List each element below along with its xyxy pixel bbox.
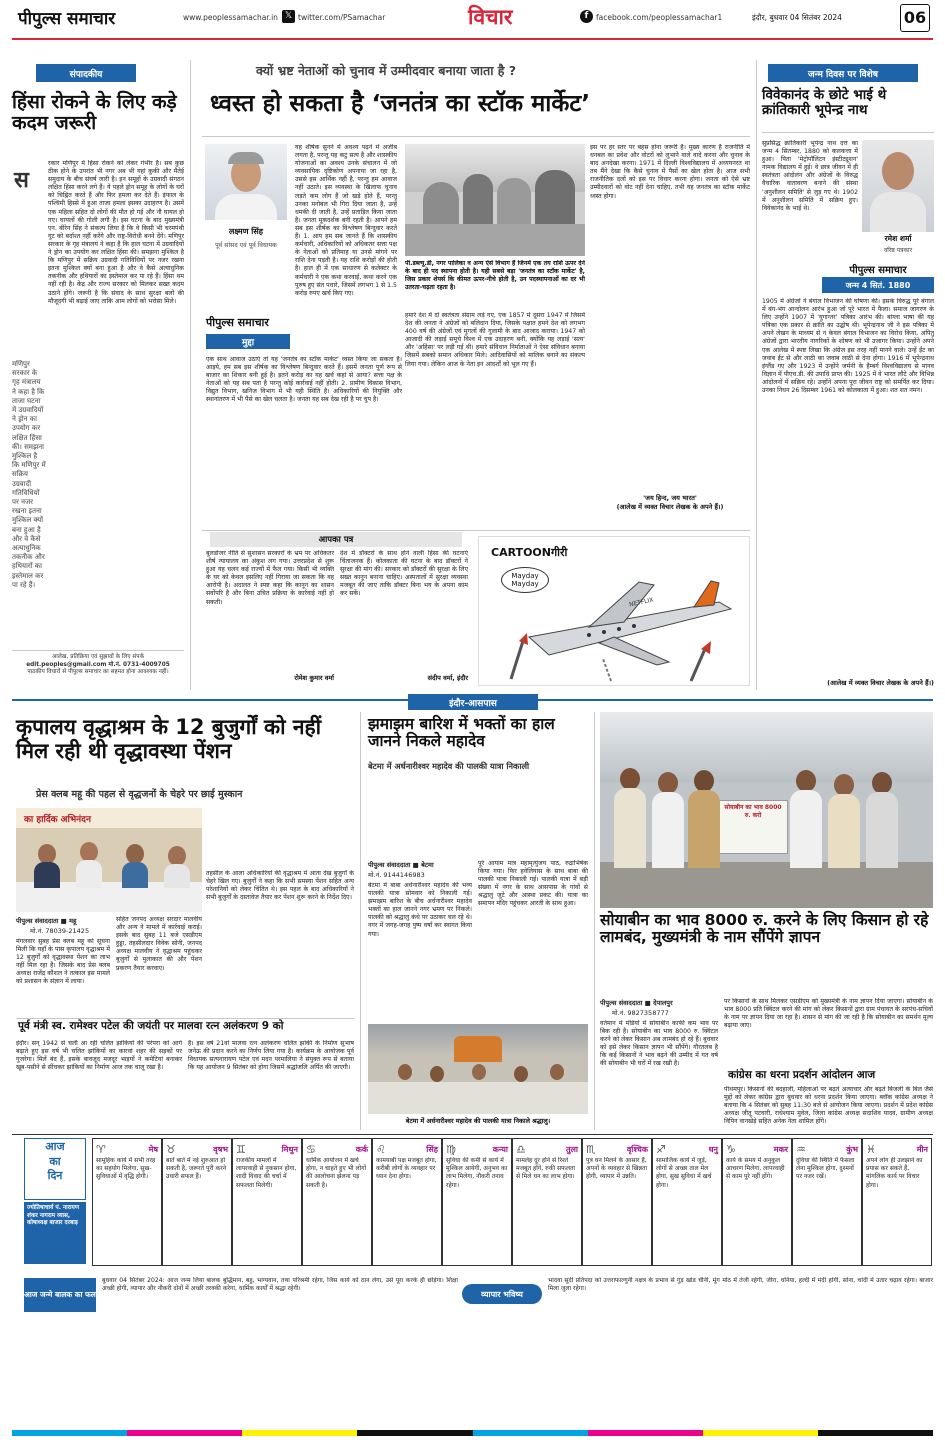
rashi-text: सुविधा की कमी से कार्य में मुश्किल आयेगी, अनुभव का लाभ मिलेगा, नौकरी तनाव रहेगा। — [446, 1157, 508, 1189]
mahadev-headline: झमाझम बारिश में भक्तों का हाल जानने निकले महादेव — [368, 715, 555, 751]
rashi-box — [512, 1138, 582, 1266]
mahadev-deck: बेटमा में अर्धनारीश्वर महादेव की पालकी यात्रा निकाली — [368, 761, 530, 771]
rashi-box — [92, 1138, 162, 1266]
soybean-headline: सोयाबीन का भाव 8000 रु. करने के लिए किसान हो रहे लामबंद, मुख्यमंत्री के नाम सौंपेंगे ज्ञापन — [600, 911, 929, 947]
birthday-stamp: पीपुल्स समाचार जन्म 4 सितं. 1880 — [822, 262, 934, 296]
letters-sig2: संदीप वर्मा, इंदौर — [427, 674, 468, 682]
rashi-text: कार्य के समय में अनुकूल आचरण मिलेगा, लापरवाही से काम पूरे नहीं होंगे। — [726, 1157, 785, 1181]
masthead — [0, 0, 945, 40]
rashi-name: तुला — [565, 1145, 578, 1154]
patel-headline: पूर्व मंत्री स्व. रामेश्वर पटेल की जयंती पर मालवा रत्न अलंकरण 9 को — [18, 1020, 284, 1032]
rashi-box — [442, 1138, 512, 1266]
speech-bubble: Mayday Mayday — [501, 567, 549, 593]
main-kicker: क्यों भ्रष्ट नेताओं को चुनाव में उम्मीदवार बनाया जाता है ? — [256, 63, 517, 78]
horoscope-title-box: आज का दिन — [24, 1138, 86, 1200]
birthday-body: 1905 में अंग्रेजों ने बंगाल विभाजन की घोषणा की। इसके विरुद्ध पूरे बंगाल में बंग-भंग आन्दोलन आरंभ हुआ जो पूरे भारत में फैला। समाज जागरण के लिए उन्होंने 1907 में 'युगान्तर' पत्रिका आरंभ की। बांग्ला भाषा की यह पत्रिका एक प्रकार से क्रांति का उद्घोष थी। भूपेन्द्रनाथ जी ने इस पत्रिका में अपने लेखन के माध्यम से न केवल बंगाल विभाजन का विरोध किया, अपितु अंग्रेजों द्वारा भारतीय नागरिकों के शोषण को भी उजागर किया। उन्होंने अपने एक आलेख में स्पष्ट लिखा कि अंग्रेज इस तरह नहीं मानने वाले। उन्हें ईंट का जवाब ईंट से और लाठी का जवाब लाठी से देना होगा। 1916 में भूपेन्द्रनाथ इंग्लैंड गए और 1923 में उन्होंने जर्मनी के हैम्बर्ग विश्वविद्यालय से मानव विज्ञान में पीएच.डी. की उपाधि प्राप्त की। 1925 में वे भारत लौटे और विभिन्न आंदोलनों में सक्रिय रहे। उन्होंने अपना पूरा जीवन राष्ट्र को समर्पित कर दिया। उनका निधन 26 दिसम्बर 1961 को कोलकाता में हुआ। शत शत नमन। — [762, 298, 934, 395]
rashi-box — [302, 1138, 372, 1266]
x-icon: 𝕏 — [282, 10, 295, 23]
editorial-footer: आलेख, प्रतिक्रिया एवं सुझावों के लिए संपर्क edit.peoples@gmail.com मो.नं. 0731-4009705 पाठकीय विचारों से पीपुल्स समाचार का सहमत होना आवश्यक नहीं। — [26, 654, 170, 676]
rashi-text: कामयाबी पक्ष मजबूत होगा, करीबी लोगों के व्यवहार पर ध्यान देना होगा। — [376, 1157, 437, 1181]
color-bar — [12, 1430, 933, 1436]
birthday-author-name: रमेश शर्मा — [884, 234, 912, 243]
born-text: बुधवार 04 सितंबर 2024: आज जन्म लिया बालक बुद्धिमान, बहु, भाग्यवान, तथा परिश्रमी रहेगा, जिस कार्य को ठान लेगा, उसे पूरा करके ही छोड़ेगा। शिक्षा अच्छी होगी, व्यापार और नौकरी दोनों में अच्छी तरक्की करेगा, धार्मिक कार्यों में श्रद्धा रहेगी। — [102, 1277, 458, 1292]
dateline: इंदौर, बुधवार 04 सितंबर 2024 — [752, 13, 842, 22]
editorial-headline: हिंसा रोकने के लिए कड़े कदम जरूरी — [12, 91, 177, 135]
author-name: लक्ष्मण सिंह — [228, 227, 264, 236]
zodiac-icon: ♋ — [306, 1143, 316, 1156]
tag-logo: पीपुल्स समाचार — [206, 316, 269, 329]
rashi-box — [652, 1138, 722, 1266]
soybean-col2: पर किसानों के साथ मिलकर एसडीएम को मुख्यमंत्री के नाम ज्ञापन दिया जाएगा। सोयाबीन के भाव 8000 प्रति क्विंटल करने की मांग को लेकर किसानों द्वारा ग्राम पंचायत के सरपंच-सचिवों के नाम पर ज्ञापन दिया जा रहा है। शासन से मांग की जा रही है कि सोयाबीन का समर्थन मूल्य बढ़ाया जाए। — [724, 998, 933, 1030]
birthday-intro: सुप्रसिद्ध क्रांतिकारी भूपेन्द्र नाथ दत्त का जन्म 4 सितम्बर, 1880 को कलकत्ता में हुआ। पिता 'मेट्रोपॉलिटन इंस्टीट्यूशन' नामक विद्यालय में हुई। वे छात्र जीवन में ही स्वतंत्रता आंदोलन और अंग्रेजों के विरुद्ध वैचारिक वातावरण बनाने की संस्था 'अनुशीलन समिति' से जुड़ गए थे। 1902 में अनुशीलन समिति में सक्रिय हुए। विवेकानंद के भाई थे। — [762, 140, 858, 212]
main-headline: ध्वस्त हो सकता है ‘जनतंत्र का स्टॉक मार्केट’ — [210, 89, 591, 117]
rashi-text: मामलेह दूर होने से रिश्ते मजबूत होंगे, रुकी सफलता से मिले धन का लाभ होगा। — [516, 1157, 576, 1181]
trade-text: भादवा सुदी प्रतिपदा को उत्तराफाल्गुनी नक्षत्र के प्रभाव से गुड़ खांड चीनी, मूंग मोठ में तेजी रहेगी, जीरा, धनिया, हल्दी में मंदी होगी, सोना, चांदी में उतार चढ़ाव रहेगा। बाजार मिला जुला रहेगा। — [548, 1277, 933, 1292]
zodiac-icon: ♌ — [376, 1143, 386, 1156]
rashi-box — [582, 1138, 652, 1266]
cartoon-title: CARTOONगीरी — [491, 546, 568, 559]
mahadev-byline: पीपुल्स संवाददाता ■ बेटमा — [368, 861, 434, 869]
rashi-name: कर्क — [355, 1145, 368, 1154]
pension-col3: तहसील के आला अधिकारियों की वृद्धाश्रम में आता देख बुजुर्गों के चेहरे खिल गए। बुजुर्गों ने कहा कि सभी समस्या पेंशन सहित अन्य परेशानियों को लेकर चिंतित थे। इस पहल के बाद अधिकारियों ने सभी बुजुर्गों के दस्तावेज तैयार कर पेंशन शुरू करने के निर्देश दिए। — [206, 870, 354, 902]
cartoon — [478, 536, 750, 686]
main-photo — [405, 144, 585, 256]
plane-label: NETFLIX — [628, 596, 655, 609]
birthday-headline: विवेकानंद के छोटे भाई थे क्रांतिकारी भूपेन्द्र नाथ — [762, 87, 887, 119]
rashi-text: दुविधा की स्थिति में फैसला लेना मुश्किल होगा, दुश्मनों पर नजर रखें। — [796, 1157, 855, 1181]
facebook-handle[interactable]: facebook.com/peoplessamachar1 — [596, 13, 723, 22]
editorial-pullquote: मणिपुर सरकार के गृह मंत्रालय ने कहा है कि ताजा घटना में उग्रवादियों ने ड्रोन का उपयोग कर लक्षित हिंसा की। समझना मुश्किल है कि मणिपुर में सक्रिय उग्रवादी गतिविधियों पर नजर रखना इतना मुश्किल क्यों बना हुआ है और वे कैसे अत्याधुनिक तकनीक और हथियारों का इस्तेमाल कर पा रहे हैं। — [12, 360, 46, 589]
website[interactable]: www.peoplessamachar.in — [183, 13, 278, 22]
zodiac-icon: ♉ — [166, 1143, 176, 1156]
main-signoff: 'जय हिन्द, जय भारत' (आलेख में व्यक्त विचार लेखक के अपने हैं।) — [616, 494, 724, 511]
author-photo — [205, 144, 287, 220]
mahadev-col2: पूरे आयाम मात्र महामृत्युंजय पाठ, रुद्राभिषेक किया गया। फिर हवेलियास के साथ बाबा की पालकी यात्रा निकाली गई। पालकी यात्रा में बड़ी संख्या में नगर के साथ आसपास के गांवों से श्रद्धालु जुटे और आस्था प्रकट की। यात्रा का समापन मंदिर पहुंचकर आरती के साथ हुआ। — [478, 860, 588, 908]
zodiac-icon: ♍ — [446, 1143, 456, 1156]
birthday-author-title: वरिष्ठ पत्रकार — [883, 247, 913, 254]
rashi-box — [372, 1138, 442, 1266]
rashi-text: बातें बाते में नई शुरुआत हो सकती है, जरूरते पूरी करने उधारी सफल हैं। — [166, 1157, 227, 1181]
patel-col1: इंदौर। सन् 1942 से चली आ रही चलित झांकियों की परंपरा को आगे बढ़ाते हुए इस वर्ष भी चलित झांकियों का कारवां शहर की सड़कों पर गुजरेगा। मिलें बंद हैं, इसके बावजूद मजदूर भाइयों ने कमेटियां बनाकर खूब-पसीने से सींचकर झांकियों का निर्माण आज तक चालू रखा है। — [16, 1040, 182, 1072]
birthday-author-photo — [862, 140, 934, 232]
tag-label: मुद्दा — [206, 334, 290, 349]
birthday-note: (आलेख में व्यक्त विचार लेखक के अपने हैं।) — [827, 679, 934, 687]
zodiac-icon: ♈ — [96, 1143, 106, 1156]
rashi-box — [162, 1138, 232, 1266]
local-section-label: इंदौर-आसपास — [408, 694, 538, 710]
soybean-placard: सोयाबीन का भाव 8000 रु. करो — [718, 800, 788, 854]
main-col1: यह शीर्षक सुनने में अवश्य पढ़ने में अजीब लगता है, परन्तु यह कटु सत्य है और शासकीय योजनाओं का अवश्य उनके संचालन में जो व्यवसायिक दृष्टिकोण अपनाया जा रहा है, उससे इस आर्थिक नहीं है, परन्तु हम आवाज नहीं उठाते। इस व्यवस्था के खिलाफ चुनाव लड़ते कम लोग हैं जो खड़े होते हैं, परन्तु उनका मनोबल भी गिरा दिया जाता है, उन्हें धमकी दी जाती है, उन्हें प्रताड़ित किया जाता है। जनता मूकदर्शक बनी रहती है। आपने हम सब इस शीर्षक का विश्लेषण बिन्दुवार करते हैं। 1. आप हम सब जानते हैं कि शासकीय कर्मचारी, अधिकारियों को अधिकतर सत्ता पक्ष के नेताओं को प्रतिमाह या उनसे मांगने पर राशि देना पड़ती है। यह राशि करोड़ों की होती है। हाल ही में एक साधारण से कलेक्टर के कर्मचारी ने एक कथा करवाई, कथा करने एक पुरुष हुए संत पधारे, जिसमें लगभग 1 से 1.5 करोड़ रुपए खर्च किए गए। — [295, 144, 397, 297]
rashi-name: वृषभ — [213, 1145, 228, 1154]
rashi-box — [232, 1138, 302, 1266]
rashi-box — [722, 1138, 792, 1266]
pension-byline: पीपुल्स संवाददाता ■ महू — [16, 917, 77, 925]
rashi-name: वृश्चिक — [626, 1145, 648, 1154]
zodiac-icon: ♐ — [656, 1143, 666, 1156]
facebook-icon: f — [580, 10, 593, 23]
zodiac-icon: ♏ — [586, 1143, 596, 1156]
rockets — [491, 629, 741, 684]
rashi-name: सिंह — [426, 1145, 438, 1154]
rashi-name: मकर — [773, 1145, 788, 1154]
rashi-text: धार्मिक आयोजन में खर्च होगा, न चाहते हुए भी लोगों की आलोचना झेलना पड़ सकती है। — [306, 1157, 367, 1189]
rashi-box — [862, 1138, 932, 1266]
mahadev-caption: बेटमा में अर्धनारीश्वर महादेव की पालकी यात्रा निकाले श्रद्धालु। — [405, 1117, 551, 1125]
birthday-label: जन्म दिवस पर विशेष — [768, 64, 918, 82]
rashi-name: मिथुन — [281, 1145, 298, 1154]
section-title: विचार — [468, 5, 513, 29]
rashi-name: कुंभ — [846, 1145, 858, 1154]
rashi-text: राजकीय मामलों में लापरवाही से नुकसान होगा, शादी विवाद की चर्चा में सफलता मिलेगी। — [236, 1157, 297, 1189]
rashi-text: अपने लोग ही उलझाने का प्रयास कर सकते हैं, मांगलिक कार्य पर विचार होगा। — [866, 1157, 923, 1189]
trade-label: व्यापार भविष्य — [462, 1284, 542, 1304]
main-col3: हमारे देश में दो स्वतंत्रता संग्राम लड़े गए, एक 1857 में दूसरा 1947 में जिसमें देश की जनता ने अंग्रेजों को बलिदान दिया, जिसके पक्षात हमने देश को लगभग 400 वर्ष की अंग्रेजों एवं मुगलों की गुलामी के बाद आजाद कराया। 1947 को आजादी की लड़ाई समूचे विश्व में एक उदाहरण बनी, क्योंकि यह लड़ाई 'सत्य' और 'अहिंसा' पर लड़ी गई थी। हमारे संविधान निर्माताओं ने ऐसा संविधान बनाया जिसमें सबको समान अधिकार मिले। आदिवासियों को मालिक बनाने का संकल्प लिया गया। लेकिन आज के नेता इन आदर्शों को भूल गए हैं। — [405, 312, 585, 368]
pension-banner: का हार्दिक अभिनंदन — [24, 815, 91, 825]
zodiac-icon: ♊ — [236, 1143, 246, 1156]
zodiac-icon: ♒ — [796, 1143, 806, 1156]
rashi-text: सामूहिक कार्य में सभी तरह का सहयोग मिलेगा, सुख-सुविधाओं में वृद्धि होगी। — [96, 1157, 156, 1181]
mahadev-photo — [368, 1024, 588, 1114]
letters-title: आपका पत्र — [210, 532, 462, 547]
letters-sig1: रोमेश कुमार वर्मा — [294, 674, 334, 682]
editorial-body: रकार मणिपुर में हिंसा रोकने को लेकर गंभीर है। सब कुछ ठीक होने के उपरांत भी नगर अब भी यहां कुकी और मैतेई समुदाय के बीच संघर्ष जारी है। इन समूहों के उग्रवादी संगठन लक्षित हिंसा करने लगे हैं। ये पहले ड्रोन समूह के लोगों के घरों को चिह्नित करते हैं और फिर हमला कर देते हैं। इंफाल के पश्चिमी हिस्से में हुआ ताजा हमला इसका उदाहरण है। उसमें एक महिला सहित दो लोगों की मौत हो गई और नौ घायल हो गए। घायलों की गोली लगी है। इस घटना के बाद मुख्यमंत्री एन. बीरेन सिंह ने संकल्प लिया है कि वे किसी भी चरमपंथी गुट को बर्दाश्त नहीं करेंगे और राष्ट्र-विरोधी बनने देंगे। मणिपुर सरकार के गृह मंत्रालय ने कहा है कि हाल घटना में उग्रवादियों ने ड्रोन का उपयोग कर लक्षित हिंसा की। समझना मुश्किल है कि मणिपुर में सक्रिय उग्रवादी गतिविधियों पर नजर रखना इतना मुश्किल क्यों बना हुआ है और वे कैसे अत्याधुनिक तकनीक और हथियारों का इस्तेमाल कर पा रहे हैं। हिंसा थम नहीं रही है। केंद्र और राज्य सरकार को मिलकर सख्त कदम उठाने होंगे। जरूरी है कि संवाद के साथ सुरक्षा बलों की मौजूदगी भी बढ़ाई जाए ताकि आम लोगों को भरोसा मिले। — [48, 160, 184, 305]
rashi-box — [792, 1138, 862, 1266]
zodiac-icon: ♑ — [726, 1143, 736, 1156]
congress-headline: कांग्रेस का धरना प्रदर्शन आंदोलन आज — [728, 1069, 876, 1081]
pension-headline: कृपालय वृद्धाश्रम के 12 बुजुर्गों को नहीं मिल रही थी वृद्धावस्था पेंशन — [16, 715, 322, 763]
main-col4: इस पर हर स्तर पर बहस होना जरूरी है। मुख्य कारण है राजनीति में धनबल का प्रवेश और वोटरों को लुभाने वाले वादे करना और चुनाव के बाद अनदेखा करना। 1971 में दिल्ली विश्वविद्यालय में अध्ययनरत था तब मैंने देखा कि कैसे चुनाव में पैसों का खेल होता है। आज सभी राजनीतिक दलों को इस पर विचार करना होगा। जनता को ऐसे भ्रष्ट उम्मीदवारों को वोट नहीं देना चाहिए, तभी यह जनतंत्र का स्टॉक मार्केट ध्वस्त होगा। — [590, 144, 750, 200]
page-number: 06 — [900, 4, 930, 32]
rashi-text: पुत्र धन मिलने के आसार हैं, अपनों के व्यवहार से खिन्नता होगी, व्यापार में उन्नति। — [586, 1157, 648, 1181]
zodiac-icon: ♎ — [516, 1143, 526, 1156]
letters-col2: देश में डॉक्टरों के साथ होने वाली हिंसा की घटनाएं चिंताजनक हैं। कोलकाता की घटना के बाद डॉक्टरों ने सुरक्षा की मांग की। सरकार को डॉक्टरों की सुरक्षा के लिए सख्त कानून बनाना चाहिए। अस्पतालों में सुरक्षा व्यवस्था मजबूत की जाए ताकि डॉक्टर बिना भय के अपना काम कर सकें। — [340, 550, 468, 598]
mahadev-phone: मो.नं. 9144146983 — [368, 871, 425, 879]
mahadev-col1: बेटमा में बाबा अर्धनारीश्वर महादेव की भव्य पालकी यात्रा सोमवार को निकाली गई। झमाझम बारिश के बीच अर्धनारीश्वर महादेव भक्तों का हाल जानने नगर भ्रमण पर निकले। पालकी को श्रद्धालु कंधे पर उठाकर चल रहे थे। नगर में जगह-जगह पुष्प वर्षा कर स्वागत किया गया। — [368, 882, 472, 938]
pension-col2: सहित जनपद अध्यक्ष सरदार मालवीय और अन्य ने मामले में कार्रवाई कराई। इसके बाद सुबह 11 बजे एसडीएम हुड्डा, तहसीलदार विवेक सोनी, जनपद अध्यक्ष मालवीय ने वृद्धाश्रम पहुंचकर बुजुर्गों से मुलाकात की और पेंशन प्रकरण तैयार करवाए। — [116, 916, 202, 972]
rashi-text: सामाजिक कार्य में जुड़ें, लोगों से अच्छा ताल मेल होगा, सुख सुविधा में खर्च होगा। — [656, 1157, 712, 1189]
rashi-name: धनु — [708, 1145, 718, 1154]
born-label: आज जन्मे बालक का फल — [24, 1278, 96, 1312]
author-title: पूर्व सांसद एवं पूर्व विधायक — [215, 242, 277, 249]
horoscope-astrologer: ज्योतिषाचार्य पं. नारायण शंकर नागराम व्यास, कोषाध्यक्ष बाजार दरबाड़ — [24, 1202, 86, 1264]
zodiac-icon: ♓ — [866, 1143, 876, 1156]
soybean-phone: मो.नं. 9827358777 — [612, 1009, 669, 1017]
pension-phone: मो.नं. 78039-21425 — [30, 927, 90, 935]
editorial-dropcap: स — [14, 168, 29, 193]
pension-col1: मंगलवार सुबह प्रेस क्लब महू को सूचना मिली कि यहाँ के पास कृपालय वृद्धाश्रम में 12 बुजुर्गों को वृद्धावस्था पेंशन का लाभ नहीं मिल रहा है। जिसके बाद प्रेस क्लब अध्यक्ष राजेंद्र कौशल ने तत्काल इस मामले को प्रशासन के संज्ञान में लाया। — [16, 938, 110, 986]
patel-col2: है। इस वर्ष 21वां मालवा रत्न अलंकरण चलित झांकी के निर्माण सुभाष जनेऊ की प्रदान करने का निर्णय लिया गया है। कार्यक्रम के आयोजक पूर्व विधायक सत्यनारायण पटेल एवं मदन परमालिया ने संयुक्त रूप से बताया कि यह आयोजन 9 सितंबर को होगा जिसमें श्रद्धांजलि अर्पित की जाएगी। — [188, 1040, 354, 1072]
rashi-name: मेष — [148, 1145, 158, 1154]
main-col2: एक साथ आवाज उठाएं तो यह 'जनतंत्र का स्टॉक मार्केट' ध्वस्त किया जा सकता है। आइये, हम सब इस शीर्षक का विश्लेषण बिन्दुवार करते हैं। इसमें जनता पूर्ण रूप से बाजार का शिकार बनी हुई है। इतने करोड़ का यह खर्च कहां से आया? सत्ता पक्ष के नेताओं को यह सब पता है परन्तु कोई कार्रवाई नहीं होती। 2. प्रामीण विकास विभाग, विद्युत विभाग, खनिज विभाग में भी यही स्थिति है। अधिकारियों की नियुक्ति और स्थानांतरण में भी पैसे का खेल चलता है। जनता यह सब देख रही है पर चुप है। — [206, 356, 402, 404]
soybean-photo — [600, 712, 933, 908]
pension-deck: प्रेस क्लब महू की पहल से वृद्धजनों के चेहरे पर छाई मुस्कान — [36, 789, 243, 800]
letters-col1: बुलडोजर नीति से सुशासन सरकारों के भ्रम पर अधिकतर शीर्ष न्यायालय का अंकुश लग गया। उत्तरप्रदेश से शुरू हुआ यह चलन कई राज्यों में फैल गया। किसी भी व्यक्ति के घर को केवल इसलिए नहीं गिराया जा सकता कि वह आरोपी है। अदालत ने स्पष्ट कहा कि कानून का शासन सर्वोपरि है और बिना उचित प्रक्रिया के कार्रवाई नहीं हो सकती। — [206, 550, 334, 606]
logo: पीपुल्स समाचार — [18, 9, 116, 29]
soybean-byline: पीपुल्स संवाददाता ■ देपालपुर — [600, 999, 673, 1007]
pension-photo — [16, 808, 202, 912]
rashi-name: कन्या — [492, 1145, 508, 1154]
congress-body: पीथमपुर। किसानों की बदहाली, महिलाओं पर बढ़ते अत्याचार और बढ़ते बिजली के बिल जैसे मुद्दों को लेकर कांग्रेस द्वारा बुधवार को धरना प्रदर्शन किया जाएगा। ब्लॉक कांग्रेस अध्यक्ष ने बताया कि 4 सितंबर को सुबह 11:30 बजे से आयोजन किया जाएगा। प्रदर्शन में प्रदेश कांग्रेस अध्यक्ष जीतू पटवारी, राधेश्याम मुवेल, जिला कांग्रेस अध्यक्ष सदाशिव यादव, ग्रामीण अध्यक्ष विपिन वानखेड़े सहित अनेक नेता शामिल होंगे। — [724, 1086, 933, 1126]
editorial-label: संपादकीय — [36, 64, 136, 82]
soybean-col1: वर्तमान में मंडियों में सोयाबीन काफी कम भाव पर बिक रही है। सोयाबीन का भाव 8000 रु. क्विंटल करने को लेकर किसान अब लामबंद हो रहे हैं। बुधवार को इसे लेकर किसान ज्ञापन भी सौंपेंगे। गौरतलब है कि कई किसानों ने भाव बढ़ने की उम्मीद में गत वर्ष की सोयाबीन भी घरों में रख रखी है। — [600, 1020, 718, 1068]
rashi-name: मीन — [916, 1145, 928, 1154]
twitter-handle[interactable]: twitter.com/PSamachar — [298, 13, 386, 22]
main-caption: पी.डब्ल्यू.डी, नगर पालिका व अन्य ऐसे विभाग हैं जिनमें एक तय राशि ऊपर देने के बाद ही पद स्थापना होती है। यही सबसे बड़ा 'जनतंत्र का स्टॉक मार्केट' है, जिस प्रकार शेयर्स कि कीमत ऊपर-नीचे होती है, उन पदस्थापनाओं का दर भी उतरता-चढ़ता रहता है। — [405, 260, 585, 292]
